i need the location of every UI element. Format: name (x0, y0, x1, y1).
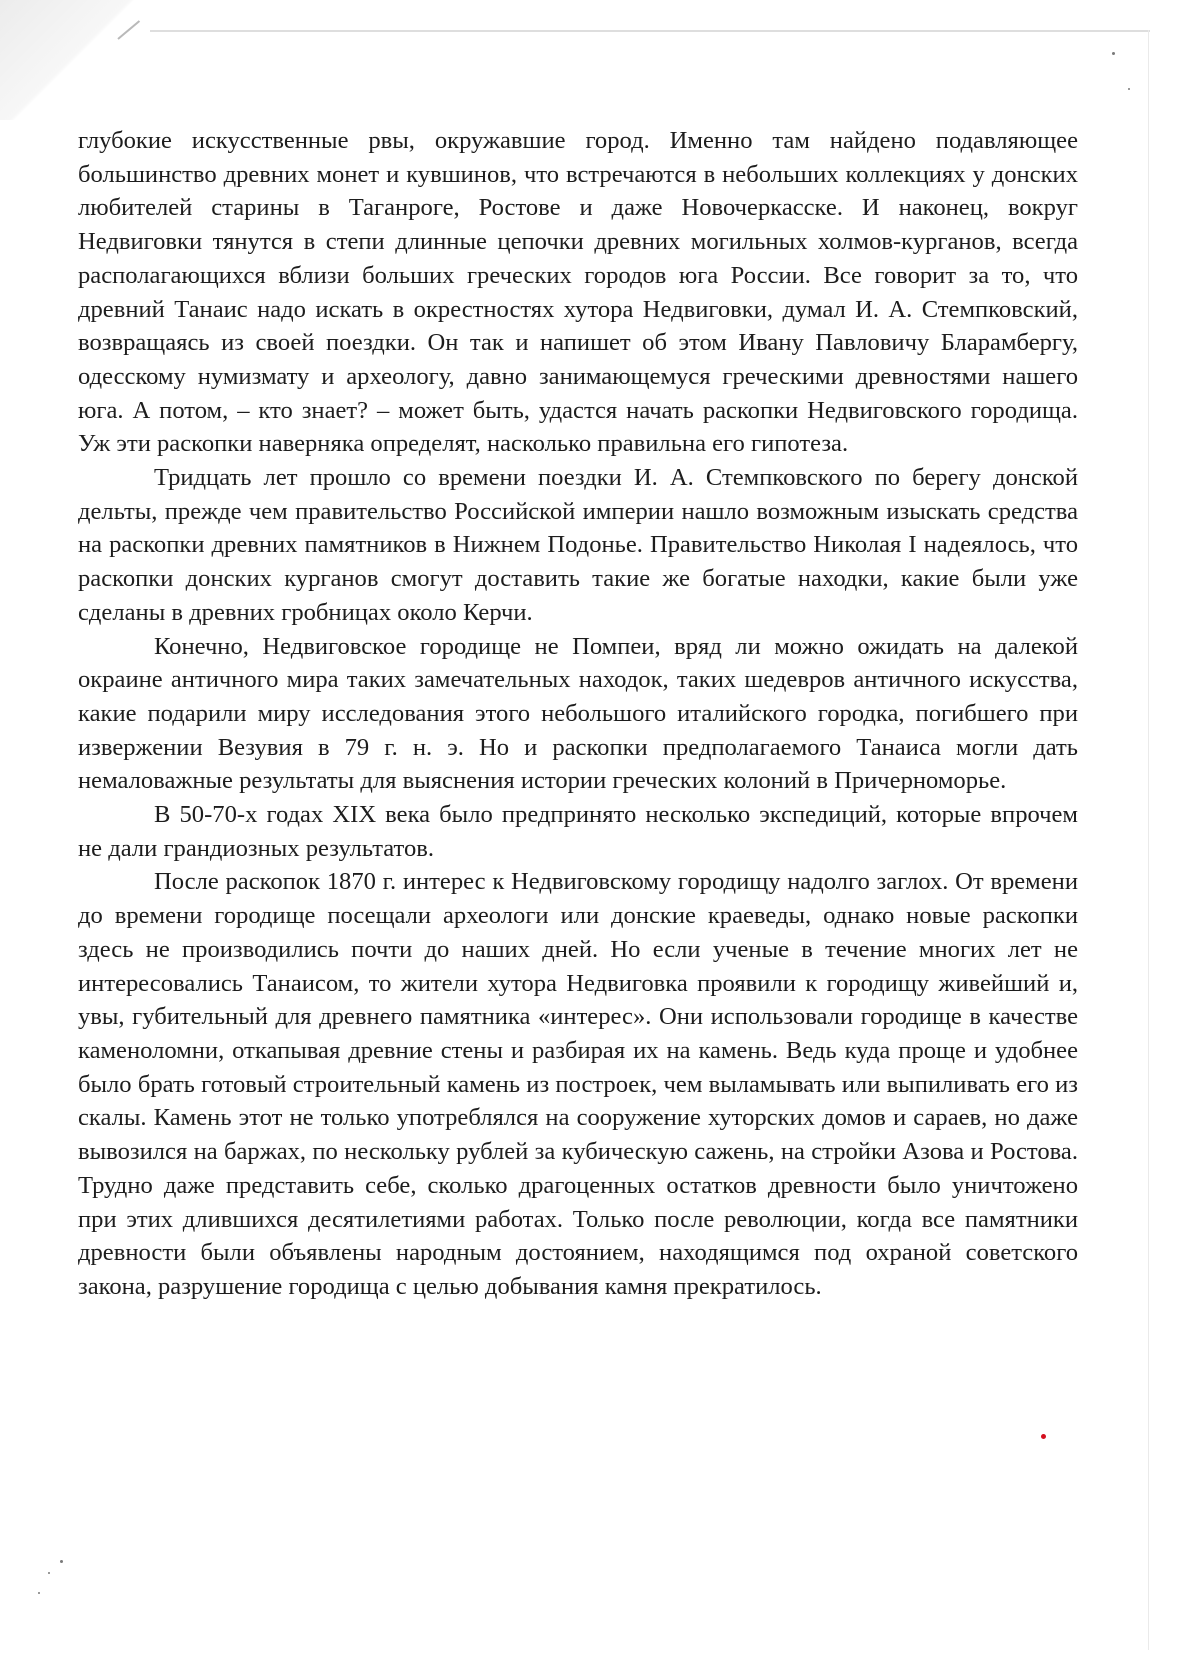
scan-speck (38, 1592, 40, 1594)
red-ink-dot (1041, 1434, 1046, 1439)
paragraph-4: В 50-70-х годах XIX века было предпринято несколько экспедиций, которые впрочем не дали грандиозных результатов. (78, 801, 1078, 862)
paragraph-3: Конечно, Недвиговское городище не Помпеи, вряд ли можно ожидать на далекой окраине античного мира таких замечательных находок, таких шедевров античного искусства, какие подарили миру исследования этого небольшого италийского городка, погибшего при извержении Везувия в 79 г. н. э. Но и раскопки предполагаемого Танаиса могли дать немаловажные результаты для выяснения истории греческих колоний в Причерноморье. (78, 632, 1078, 795)
page-top-edge (150, 30, 1150, 32)
scan-speck (48, 1572, 50, 1574)
scan-speck (1128, 88, 1130, 90)
paragraph-2: Тридцать лет прошло со времени поездки И. А. Стемпковского по берегу донской дельты, прежде чем правительство Российской империи нашло возможным изыскать средства на раскопки древних памятников в Нижнем Подонье. Правительство Николая I надеялось, что раскопки донских курганов смогут доставить такие же богатые находки, какие были уже сделаны в древних гробницах около Керчи. (78, 464, 1078, 626)
paragraph-1: глубокие искусственные рвы, окружавшие город. Именно там найдено подавляющее большинство древних монет и кувшинов, что встречаются в небольших коллекциях у донских любителей старины в Таганроге, Ростове и даже Новочеркасске. И наконец, вокруг Недвиговки тянутся в степи длинные цепочки древних могильных холмов-курганов, всегда располагающихся вблизи больших греческих городов юга России. Все говорит за то, что древний Танаис надо искать в окрестностях хутора Недвиговки, думал И. А. Стемпковский, возвращаясь из своей поездки. Он так и напишет об этом Ивану Павловичу Бларамбергу, одесскому нумизмату и археологу, давно занимающемуся греческими древностями нашего юга. А потом, – кто знает? – может быть, удастся начать раскопки Недвиговского городища. Уж эти раскопки наверняка определят, насколько правильна его гипотеза. (78, 127, 1078, 458)
scan-speck (60, 1560, 63, 1563)
scan-speck (1112, 52, 1115, 55)
body-text (78, 124, 1078, 1304)
paragraph-5: После раскопок 1870 г. интерес к Недвиговскому городищу надолго заглох. От времени до времени городище посещали археологи или донские краеведы, однако новые раскопки здесь не производились почти до наших дней. Но если ученые в течение многих лет не интересовались Танаисом, то жители хутора Недвиговка проявили к городищу живейший и, увы, губительный для древнего памятника «интерес». Они использовали городище в качестве каменоломни, откапывая древние стены и разбирая их на камень. Ведь куда проще и удобнее было брать готовый строительный камень из построек, чем выламывать или выпиливать его из скалы. Камень этот не только употреблялся на сооружение хуторских домов и сараев, но даже вывозился на баржах, по нескольку рублей за кубическую сажень, на стройки Азова и Ростова. Трудно даже представить себе, сколько драгоценных остатков древности было уничтожено при этих длившихся десятилетиями работах. Только после революции, когда все памятники древности были объявлены народным достоянием, находящимся под охраной советского закона, разрушение городища с целью добывания камня прекратилось. (78, 868, 1078, 1300)
folded-corner (0, 0, 150, 120)
page-right-edge (1148, 30, 1149, 1650)
